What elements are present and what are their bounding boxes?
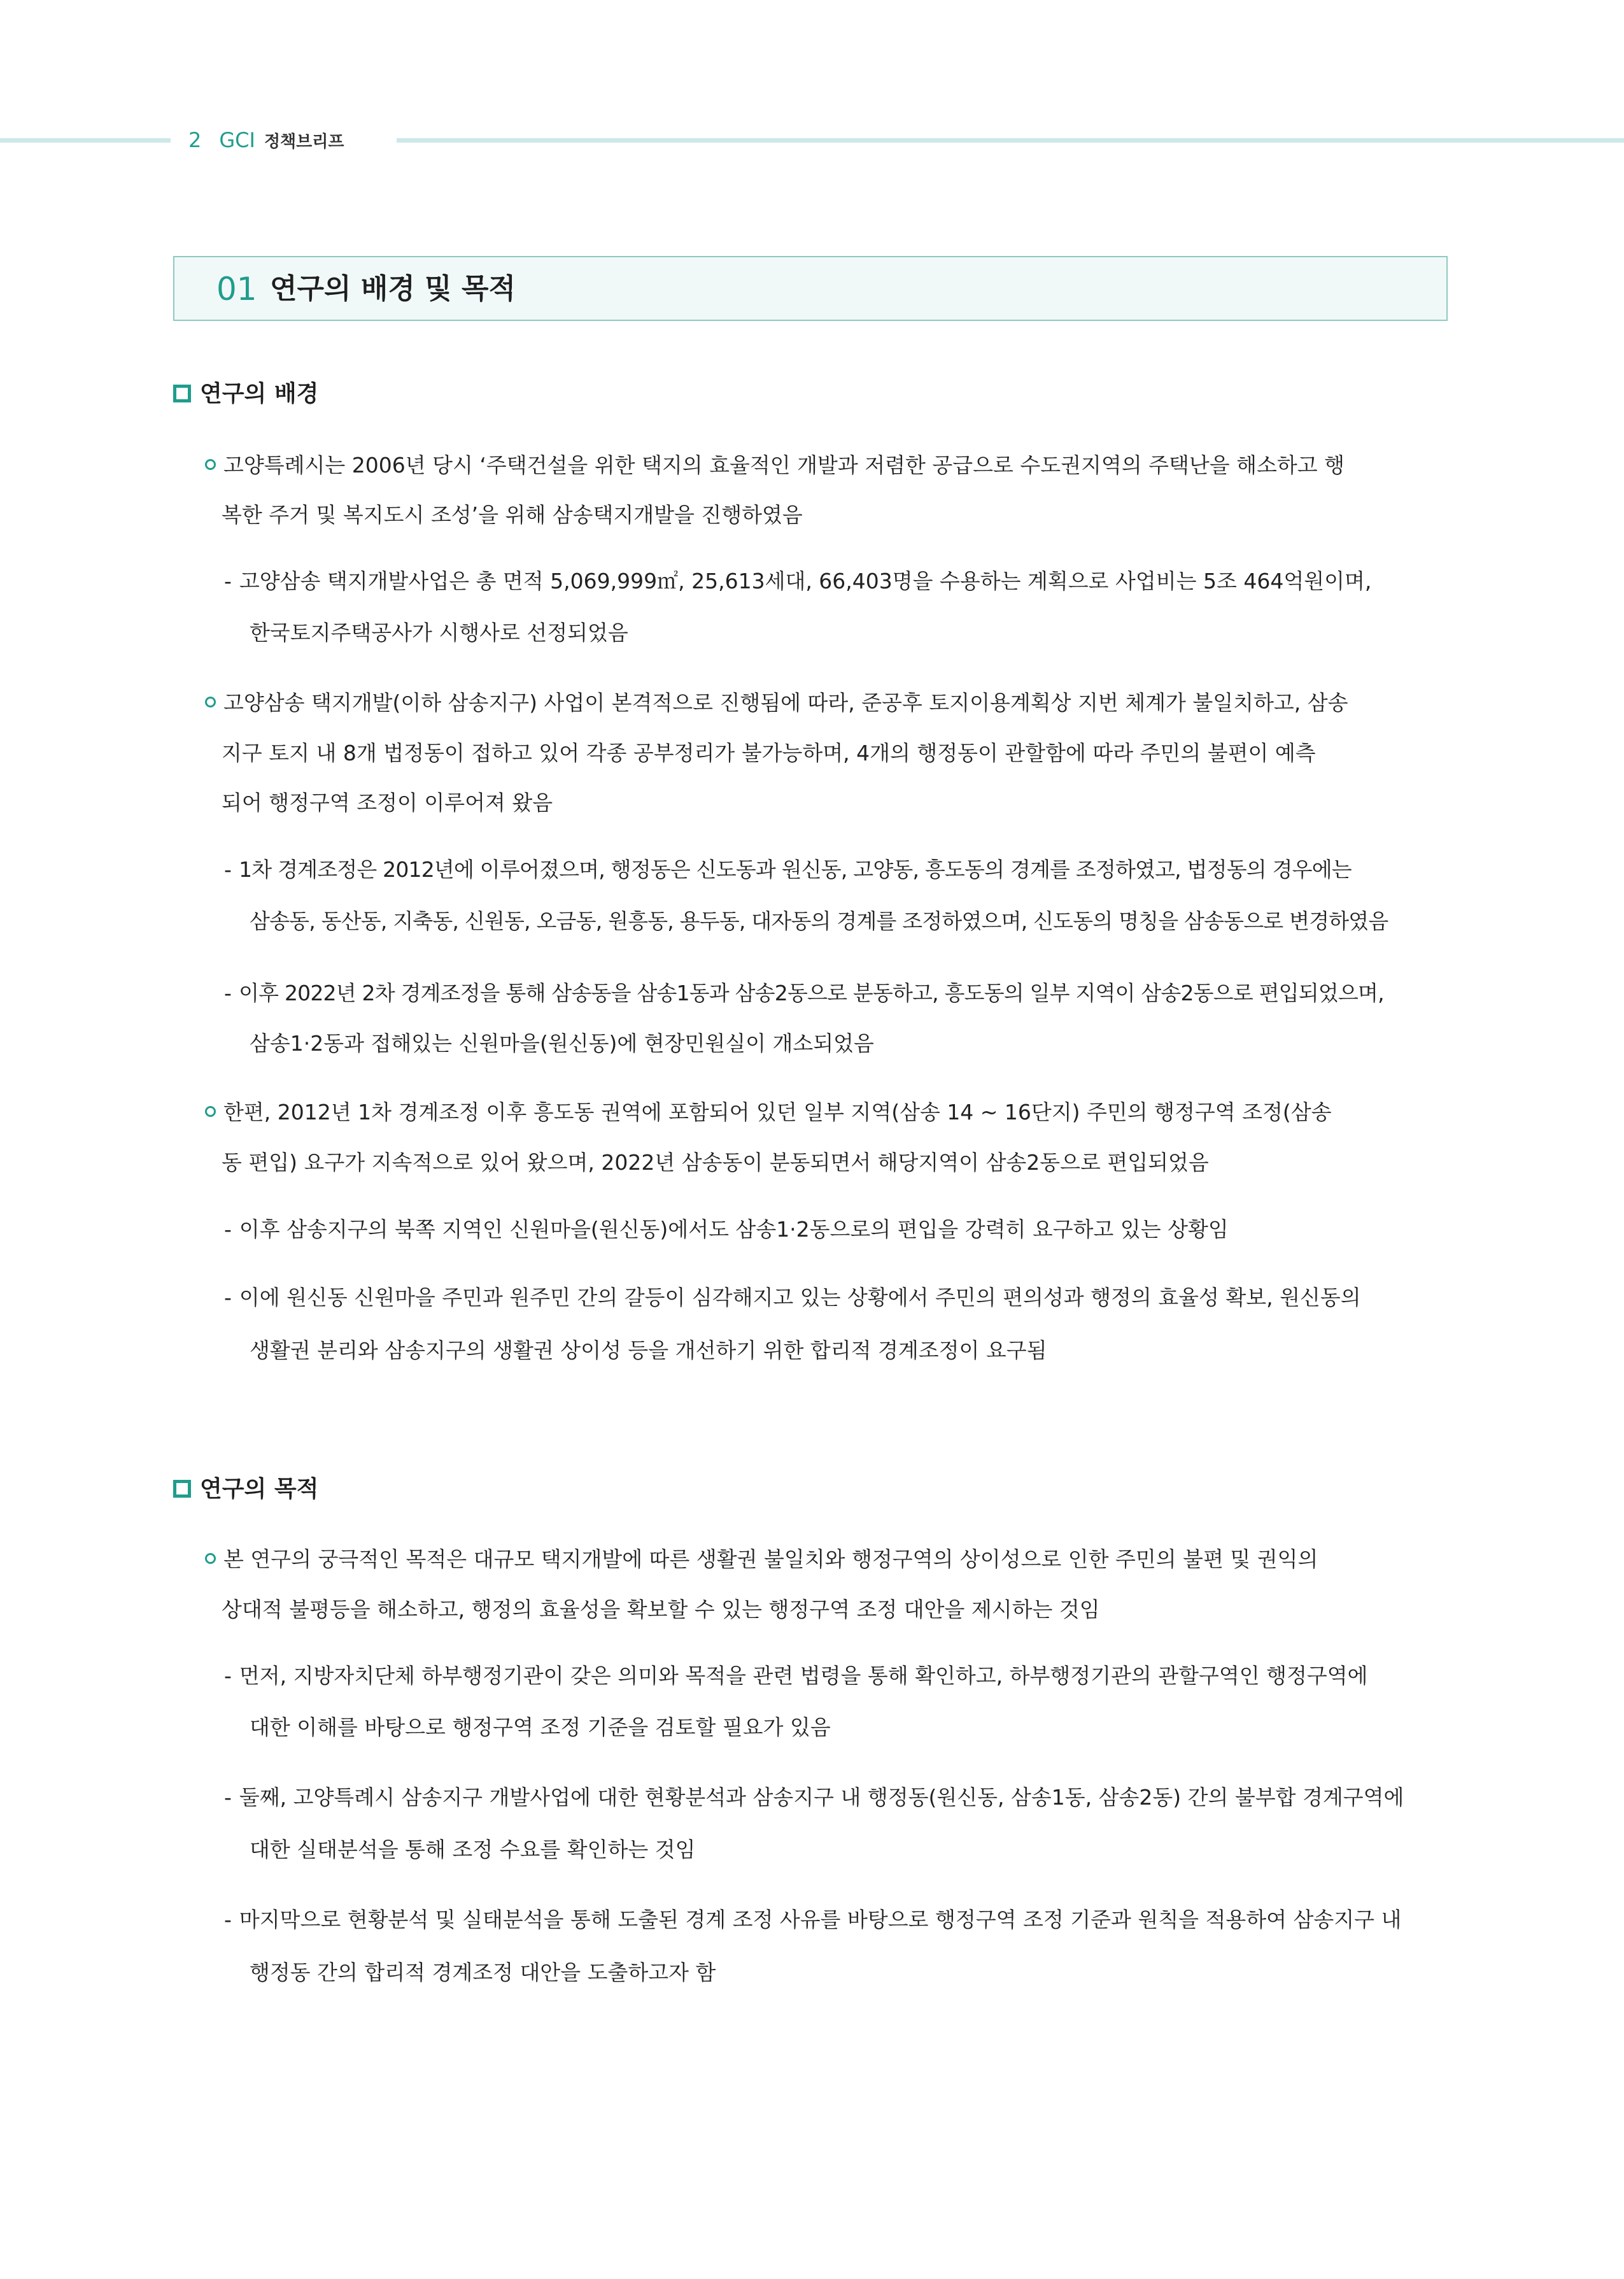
list-item-line: 대한 이해를 바탕으로 행정구역 조정 기준을 검토할 필요가 있음 — [250, 1715, 831, 1740]
circle-bullet-icon — [205, 697, 216, 707]
list-item-line: 대한 실태분석을 통해 조정 수요를 확인하는 것임 — [250, 1837, 696, 1862]
dash-bullet: - — [224, 857, 232, 882]
paragraph-line: 본 연구의 궁극적인 목적은 대규모 택지개발에 따른 생활권 불일치와 행정구역의 상이성으로 인한 주민의 불편 및 권익의 — [205, 1544, 1318, 1575]
list-item-line: 행정동 간의 합리적 경계조정 대안을 도출하고자 함 — [250, 1960, 716, 1985]
paragraph-line: 고양삼송 택지개발(이하 삼송지구) 사업이 본격적으로 진행됨에 따라, 준공후 토지이용계획상 지번 체계가 불일치하고, 삼송 — [205, 687, 1348, 719]
paragraph-line: 복한 주거 및 복지도시 조성’을 위해 삼송택지개발을 진행하였음 — [222, 502, 803, 527]
square-bullet-icon — [173, 385, 191, 402]
list-item-line: - 마지막으로 현황분석 및 실태분석을 통해 도출된 경계 조정 사유를 바탕으로 행정구역 조정 기준과 원칙을 적용하여 삼송지구 내 — [224, 1904, 1401, 1936]
subsection-heading-purpose — [173, 1473, 318, 1505]
dash-bullet: - — [224, 1217, 232, 1242]
list-item-line: - 이후 삼송지구의 북쪽 지역인 신원마을(원신동)에서도 삼송1·2동으로의 편입을 강력히 요구하고 있는 상황임 — [224, 1214, 1229, 1246]
running-header — [0, 126, 1624, 154]
dash-bullet: - — [224, 1663, 232, 1688]
dash-bullet: - — [224, 1785, 232, 1810]
header-brand: GCI — [219, 128, 255, 152]
dash-bullet: - — [224, 1285, 232, 1310]
list-item-line: - 이후 2022년 2차 경계조정을 통해 삼송동을 삼송1동과 삼송2동으로 분동하고, 흥도동의 일부 지역이 삼송2동으로 편입되었으며, — [224, 977, 1384, 1009]
list-item-line: 한국토지주택공사가 시행사로 선정되었음 — [250, 620, 628, 645]
paragraph-line: 한편, 2012년 1차 경계조정 이후 흥도동 권역에 포함되어 있던 일부 지역(삼송 14 ~ 16단지) 주민의 행정구역 조정(삼송 — [205, 1097, 1332, 1128]
header-rule-right — [397, 138, 1624, 143]
header-rule-left — [0, 138, 171, 143]
list-item-line: 삼송동, 동산동, 지축동, 신원동, 오금동, 원흥동, 용두동, 대자동의 경계를 조정하였으며, 신도동의 명칭을 삼송동으로 변경하였음 — [250, 909, 1388, 934]
paragraph-line: 지구 토지 내 8개 법정동이 접하고 있어 각종 공부정리가 불가능하며, 4개의 행정동이 관할함에 따라 주민의 불편이 예측 — [222, 741, 1316, 765]
list-item-line: - 먼저, 지방자치단체 하부행정기관이 갖은 의미와 목적을 관련 법령을 통해 확인하고, 하부행정기관의 관할구역인 행정구역에 — [224, 1660, 1368, 1692]
paragraph-line: 동 편입) 요구가 지속적으로 있어 왔으며, 2022년 삼송동이 분동되면서 해당지역이 삼송2동으로 편입되었음 — [222, 1150, 1209, 1175]
subsection-heading-text: 연구의 배경 — [200, 381, 319, 407]
dash-bullet: - — [224, 569, 232, 593]
list-item-line: 생활권 분리와 삼송지구의 생활권 상이성 등을 개선하기 위한 합리적 경계조정이 요구됨 — [250, 1338, 1047, 1363]
paragraph-line: 되어 행정구역 조정이 이루어져 왔음 — [222, 790, 553, 815]
header-label — [188, 126, 344, 154]
dash-bullet: - — [224, 981, 232, 1005]
section-title-box — [173, 256, 1448, 321]
list-item-line: - 고양삼송 택지개발사업은 총 면적 5,069,999㎡, 25,613세대, 66,403명을 수용하는 계획으로 사업비는 5조 464억원이며, — [224, 565, 1371, 597]
subsection-heading-text: 연구의 목적 — [200, 1476, 319, 1502]
circle-bullet-icon — [205, 459, 216, 470]
list-item-line: - 이에 원신동 신원마을 주민과 원주민 간의 갈등이 심각해지고 있는 상황에서 주민의 편의성과 행정의 효율성 확보, 원신동의 — [224, 1282, 1361, 1314]
circle-bullet-icon — [205, 1553, 216, 1564]
section-title: 연구의 배경 및 목적 — [270, 273, 516, 305]
page-number: 2 — [188, 128, 202, 152]
list-item-line: 삼송1·2동과 접해있는 신원마을(원신동)에 현장민원실이 개소되었음 — [250, 1031, 874, 1056]
section-number: 01 — [216, 271, 257, 308]
paragraph-line: 고양특례시는 2006년 당시 ‘주택건설을 위한 택지의 효율적인 개발과 저렴한 공급으로 수도권지역의 주택난을 해소하고 행 — [205, 450, 1345, 481]
dash-bullet: - — [224, 1907, 232, 1932]
square-bullet-icon — [173, 1480, 191, 1498]
circle-bullet-icon — [205, 1106, 216, 1117]
header-subtitle: 정책브리프 — [264, 132, 344, 152]
paragraph-line: 상대적 불평등을 해소하고, 행정의 효율성을 확보할 수 있는 행정구역 조정 대안을 제시하는 것임 — [222, 1597, 1100, 1622]
list-item-line: - 둘째, 고양특례시 삼송지구 개발사업에 대한 현황분석과 삼송지구 내 행정동(원신동, 삼송1동, 삼송2동) 간의 불부합 경계구역에 — [224, 1782, 1404, 1814]
list-item-line: - 1차 경계조정은 2012년에 이루어졌으며, 행정동은 신도동과 원신동, 고양동, 흥도동의 경계를 조정하였고, 법정동의 경우에는 — [224, 854, 1352, 886]
subsection-heading-background — [173, 378, 318, 410]
